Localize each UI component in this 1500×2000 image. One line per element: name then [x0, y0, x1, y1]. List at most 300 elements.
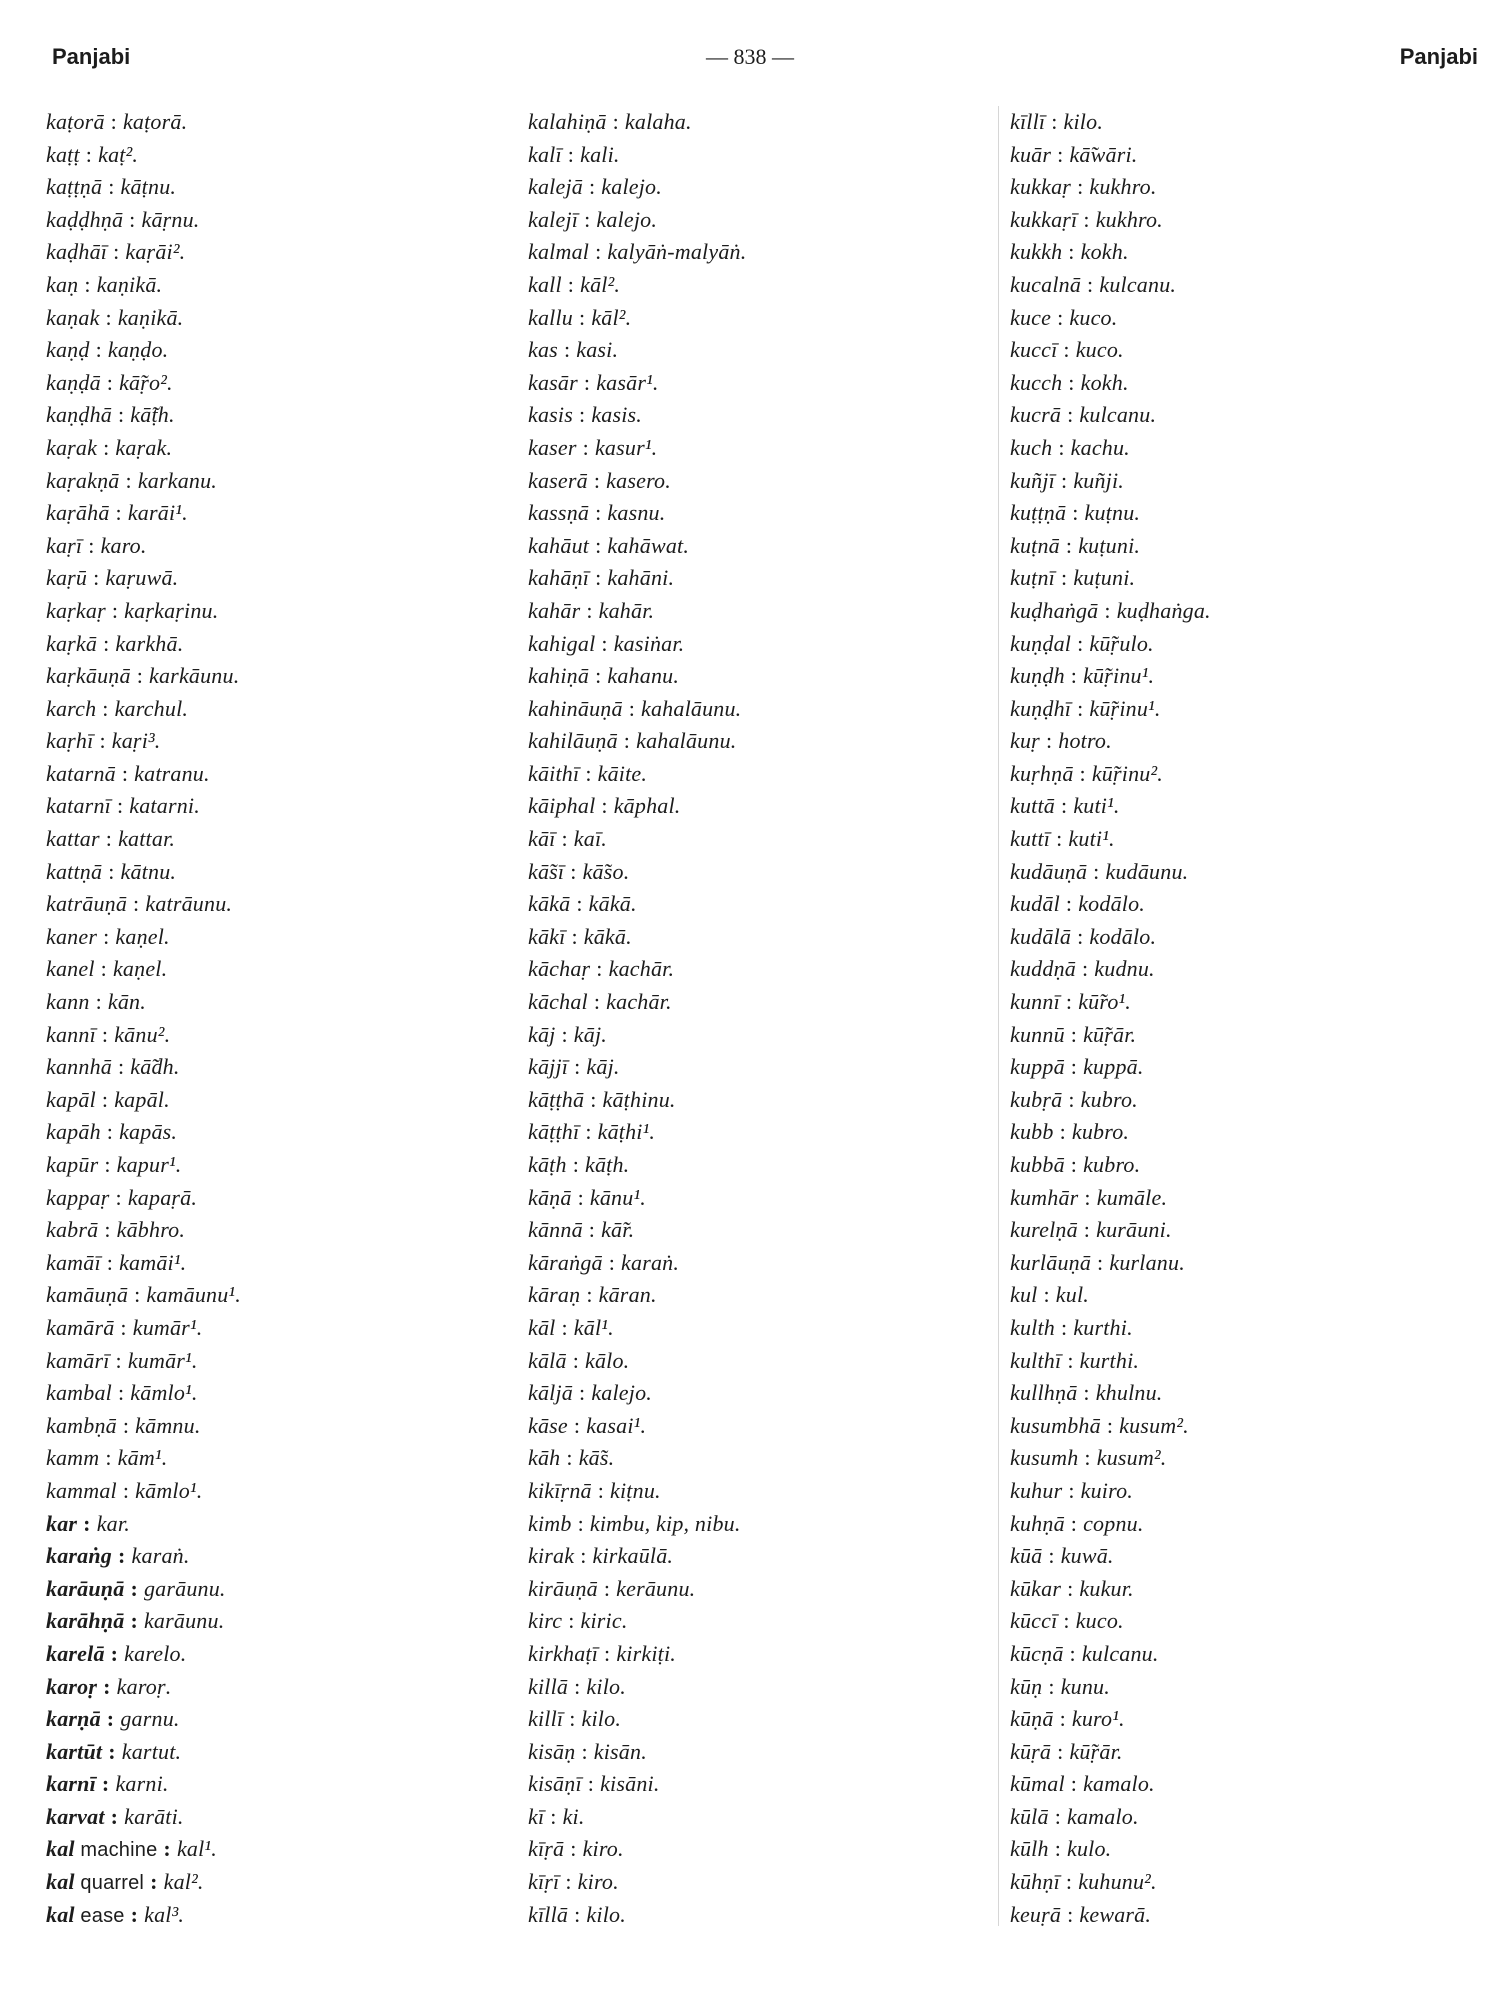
separator: :: [1048, 1673, 1055, 1699]
headword: kambal: [46, 1380, 112, 1406]
nepali-equivalent: kurlanu.: [1109, 1249, 1185, 1275]
dictionary-entry: [528, 1442, 988, 1475]
headword: kūhṇī: [1010, 1869, 1060, 1895]
nepali-equivalent: kapāl.: [114, 1086, 170, 1112]
headword: kucalnā: [1010, 271, 1082, 297]
nepali-equivalent: kumār¹.: [127, 1347, 198, 1373]
separator: :: [580, 1543, 587, 1569]
nepali-equivalent: kahalāunu.: [641, 695, 742, 721]
nepali-equivalent: kuṭuni.: [1078, 532, 1141, 558]
nepali-equivalent: kilo.: [586, 1901, 626, 1927]
headword: kaḍḍhṇā: [46, 206, 124, 232]
separator: :: [105, 304, 112, 330]
dictionary-entry: [1010, 595, 1480, 628]
separator: :: [595, 532, 602, 558]
headword: kal: [46, 1901, 75, 1927]
dictionary-entry: [528, 106, 988, 139]
separator: :: [604, 1640, 611, 1666]
nepali-equivalent: kū̃ṛār.: [1083, 1021, 1137, 1047]
separator: :: [593, 467, 601, 493]
separator: :: [588, 174, 596, 200]
headword: kaserā: [528, 467, 588, 493]
nepali-equivalent: kamāi¹.: [119, 1249, 187, 1275]
dictionary-entry: [1010, 562, 1480, 595]
headword: kukkaṛī: [1010, 206, 1078, 232]
headword: killā: [528, 1673, 569, 1699]
headword: kāchaṛ: [528, 956, 591, 982]
dictionary-entry: [46, 1279, 516, 1312]
dictionary-entry: [528, 790, 988, 823]
separator: :: [95, 989, 102, 1015]
headword: karāhṇā: [46, 1608, 125, 1634]
nepali-equivalent: kānu².: [114, 1021, 171, 1047]
headword: karelā: [46, 1640, 105, 1666]
headword: karaṅg: [46, 1543, 112, 1569]
dictionary-entry: [1010, 1475, 1480, 1508]
headword: kalmal: [528, 239, 590, 265]
nepali-equivalent: karāi¹.: [127, 500, 188, 526]
separator: :: [1070, 1054, 1078, 1080]
nepali-equivalent: kukhro.: [1095, 206, 1163, 232]
separator: :: [111, 597, 119, 623]
nepali-equivalent: kuppā.: [1083, 1054, 1144, 1080]
nepali-equivalent: kahār.: [598, 597, 655, 623]
separator: :: [134, 1282, 141, 1308]
nepali-equivalent: kirkaūlā.: [592, 1543, 674, 1569]
separator: :: [573, 1412, 581, 1438]
dictionary-entry: [528, 1638, 988, 1671]
separator: :: [1072, 500, 1079, 526]
nepali-equivalent: copnu.: [1083, 1510, 1144, 1536]
nepali-equivalent: karkhā.: [115, 630, 184, 656]
dictionary-entry: [528, 660, 988, 693]
separator: :: [1045, 728, 1053, 754]
dictionary-entry: [1010, 1801, 1480, 1834]
headword: kūkar: [1010, 1575, 1062, 1601]
headword: kaṛak: [46, 434, 98, 460]
headword: kusumh: [1010, 1445, 1079, 1471]
headword: kahināuṇā: [528, 695, 623, 721]
nepali-equivalent: kodālo.: [1078, 891, 1145, 917]
headword: kāse: [528, 1412, 568, 1438]
nepali-equivalent: kaṛkaṛinu.: [124, 597, 219, 623]
nepali-equivalent: kāṭhinu.: [602, 1086, 676, 1112]
separator: :: [1067, 1347, 1074, 1373]
dictionary-entry: [46, 530, 516, 563]
dictionary-entry: [46, 171, 516, 204]
dictionary-entry: [528, 269, 988, 302]
separator: :: [115, 1184, 122, 1210]
dictionary-entry: [1010, 1736, 1480, 1769]
separator: :: [593, 989, 601, 1015]
nepali-equivalent: kattar.: [118, 826, 176, 852]
dictionary-entry: [1010, 1442, 1480, 1475]
separator: :: [1069, 1640, 1076, 1666]
separator: :: [117, 1380, 125, 1406]
dictionary-entry: [46, 1833, 516, 1866]
headword: kurlāuṇā: [1010, 1249, 1092, 1275]
headword: kākā: [528, 891, 571, 917]
headword: kann: [46, 989, 90, 1015]
nepali-equivalent: kasur¹.: [594, 434, 658, 460]
separator: :: [577, 1510, 584, 1536]
dictionary-entry: [46, 1638, 516, 1671]
headword: kālā: [528, 1347, 567, 1373]
separator: :: [104, 1152, 111, 1177]
nepali-equivalent: kisāni.: [600, 1771, 660, 1797]
nepali-equivalent: kasār¹.: [596, 369, 659, 395]
separator: :: [1083, 1217, 1091, 1243]
nepali-equivalent: kā̃so.: [582, 858, 630, 884]
headword: kīllī: [1010, 109, 1046, 134]
separator: :: [595, 239, 602, 265]
separator: :: [1067, 402, 1074, 428]
dictionary-entry: [528, 595, 988, 628]
nepali-equivalent: kuro¹.: [1071, 1706, 1125, 1732]
separator: :: [1043, 1282, 1050, 1308]
nepali-equivalent: kar.: [96, 1510, 130, 1536]
separator: :: [130, 1901, 139, 1927]
headword: kannī: [46, 1021, 96, 1047]
dictionary-entry: [46, 302, 516, 335]
dictionary-entry: [528, 1475, 988, 1508]
dictionary-entry: [1010, 921, 1480, 954]
headword: kuḍhaṅgā: [1010, 597, 1099, 623]
dictionary-entry: [1010, 660, 1480, 693]
nepali-equivalent: kū̃ṛinu¹.: [1089, 695, 1161, 721]
headword: kāraṅgā: [528, 1249, 603, 1275]
separator: :: [101, 1771, 110, 1797]
nepali-equivalent: karchul.: [114, 695, 189, 721]
headword: kamāī: [46, 1249, 101, 1275]
headword: kuddṇā: [1010, 956, 1076, 982]
headword: kāh: [528, 1445, 561, 1471]
nepali-equivalent: kuhunu².: [1078, 1869, 1157, 1895]
headword: kapūr: [46, 1152, 99, 1177]
dictionary-entry: [46, 986, 516, 1019]
dictionary-entry: [46, 1410, 516, 1443]
nepali-equivalent: kukur.: [1079, 1575, 1134, 1601]
dictionary-entry: [528, 1540, 988, 1573]
nepali-equivalent: kiric.: [580, 1608, 628, 1634]
nepali-equivalent: kaṛi³.: [111, 728, 161, 754]
headword: kukkaṛ: [1010, 174, 1072, 200]
headword: kaṛī: [46, 532, 83, 558]
nepali-equivalent: kāphal.: [613, 793, 681, 819]
separator: :: [1070, 663, 1078, 689]
headword: kubbā: [1010, 1152, 1065, 1177]
headword: kapāh: [46, 1119, 101, 1145]
dictionary-entry: [1010, 1345, 1480, 1378]
nepali-equivalent: kokh.: [1080, 369, 1129, 395]
dictionary-entry: [528, 432, 988, 465]
separator: :: [104, 1217, 111, 1243]
separator: :: [103, 434, 110, 460]
dictionary-entry: [528, 986, 988, 1019]
headword: kullhṇā: [1010, 1380, 1078, 1406]
separator: :: [1048, 1543, 1055, 1569]
nepali-equivalent: kiro.: [582, 1836, 624, 1862]
headword: kaṭṭ: [46, 141, 80, 167]
separator: :: [1087, 271, 1094, 297]
dictionary-entry: [528, 1736, 988, 1769]
dictionary-entry: [1010, 693, 1480, 726]
headword: kīllā: [528, 1901, 569, 1927]
headword: kaṭṭṇā: [46, 174, 103, 200]
separator: :: [1083, 1380, 1090, 1406]
dictionary-entry: [46, 725, 516, 758]
separator: :: [1077, 695, 1084, 721]
separator: :: [108, 858, 115, 884]
separator: :: [1063, 1608, 1070, 1634]
separator: :: [106, 1119, 114, 1145]
dictionary-entry: [46, 497, 516, 530]
headword: kabrā: [46, 1217, 99, 1243]
dictionary-entry: [1010, 1540, 1480, 1573]
dictionary-entry: [1010, 1638, 1480, 1671]
dictionary-entry: [46, 921, 516, 954]
separator: :: [118, 1543, 126, 1569]
headword: kaṛāhā: [46, 500, 110, 526]
dictionary-entry: [528, 953, 988, 986]
headword: kirāuṇā: [528, 1575, 598, 1601]
nepali-equivalent: kā̃ṭh.: [130, 402, 175, 428]
separator: :: [105, 826, 113, 852]
nepali-equivalent: kā̃dh.: [130, 1054, 180, 1080]
dictionary-entry: [46, 1442, 516, 1475]
separator: :: [83, 1510, 91, 1536]
separator: :: [567, 271, 575, 297]
headword: kamm: [46, 1445, 100, 1471]
dictionary-entry: [528, 562, 988, 595]
dictionary-entry: [528, 1084, 988, 1117]
dictionary-entry: [528, 628, 988, 661]
nepali-equivalent: kurthi.: [1073, 1314, 1133, 1340]
dictionary-entry: [46, 1703, 516, 1736]
headword: kuṇḍhī: [1010, 695, 1072, 721]
nepali-equivalent: kāj.: [573, 1021, 607, 1047]
headword: kannhā: [46, 1054, 112, 1080]
headword: keuṛā: [1010, 1901, 1062, 1927]
separator: :: [133, 891, 140, 917]
headword: kambṇā: [46, 1412, 117, 1438]
nepali-equivalent: kasiṅar.: [613, 630, 685, 656]
dictionary-entry: [528, 530, 988, 563]
nepali-equivalent: kātnu.: [120, 858, 177, 884]
dictionary-entry: [1010, 1149, 1480, 1182]
dictionary-entry: [528, 1247, 988, 1280]
dictionary-entry: [46, 367, 516, 400]
dictionary-entry: [46, 1671, 516, 1704]
headword: kaṛkaṛ: [46, 597, 106, 623]
nepali-equivalent: kachu.: [1070, 434, 1130, 460]
separator: :: [623, 728, 631, 754]
headword: kahāut: [528, 532, 590, 558]
nepali-equivalent: kodālo.: [1089, 923, 1157, 949]
dictionary-entry: [528, 1214, 988, 1247]
separator: :: [603, 1575, 611, 1601]
separator: :: [586, 597, 593, 623]
dictionary-entry: [46, 1508, 516, 1541]
separator: :: [587, 1771, 595, 1797]
separator: :: [1061, 565, 1068, 591]
nepali-equivalent: kā̃wāri.: [1069, 141, 1138, 167]
separator: :: [105, 1445, 112, 1471]
dictionary-entry: [1010, 1051, 1480, 1084]
separator: :: [1070, 1510, 1078, 1536]
nepali-equivalent: karelo.: [124, 1640, 187, 1666]
separator: :: [1057, 141, 1064, 167]
nepali-equivalent: kahāni.: [607, 565, 675, 591]
separator: :: [572, 1152, 579, 1177]
separator: :: [1065, 1869, 1073, 1895]
separator: :: [574, 1054, 581, 1080]
headword: kahār: [528, 597, 581, 623]
headword: kattṇā: [46, 858, 103, 884]
dictionary-entry: [528, 1671, 988, 1704]
dictionary-entry: [46, 269, 516, 302]
dictionary-entry: [528, 1019, 988, 1052]
headword: karoṛ: [46, 1673, 98, 1699]
separator: :: [588, 1217, 596, 1243]
dictionary-entry: [1010, 953, 1480, 986]
separator: :: [88, 532, 95, 558]
headword: kūṛā: [1010, 1738, 1052, 1764]
dictionary-entry: [528, 1833, 988, 1866]
nepali-equivalent: karāti.: [124, 1803, 184, 1829]
headword: kuñjī: [1010, 467, 1055, 493]
nepali-equivalent: kubro.: [1080, 1086, 1138, 1112]
separator: :: [1054, 1836, 1061, 1862]
dictionary-entry: [1010, 888, 1480, 921]
headword: kāṭṭhī: [528, 1119, 580, 1145]
nepali-equivalent: kilo.: [586, 1673, 626, 1699]
dictionary-entry: [528, 823, 988, 856]
dictionary-entry: [46, 1116, 516, 1149]
headword: kahilāuṇā: [528, 728, 618, 754]
nepali-equivalent: kubro.: [1083, 1152, 1141, 1177]
separator: :: [103, 1673, 111, 1699]
headword: kaṇ: [46, 271, 79, 297]
nepali-equivalent: kunu.: [1060, 1673, 1110, 1699]
nepali-equivalent: kaṛāi².: [125, 239, 186, 265]
headword: kappaṛ: [46, 1184, 110, 1210]
dictionary-entry: [528, 1703, 988, 1736]
nepali-equivalent: garnu.: [120, 1706, 180, 1732]
dictionary-entry: [46, 1899, 516, 1932]
dictionary-entry: [528, 1573, 988, 1606]
nepali-equivalent: kukhro.: [1089, 174, 1157, 200]
nepali-equivalent: kū̃ṛulo.: [1089, 630, 1154, 656]
separator: :: [101, 1021, 109, 1047]
nepali-equivalent: kuwā.: [1060, 1543, 1114, 1569]
headword: kā̃sī: [528, 858, 565, 884]
dictionary-entry: [528, 367, 988, 400]
dictionary-entry: [1010, 1182, 1480, 1215]
dictionary-entry: [1010, 1247, 1480, 1280]
nepali-equivalent: kalejo.: [591, 1380, 652, 1406]
separator: :: [1058, 434, 1065, 460]
separator: :: [1077, 923, 1084, 949]
dictionary-entry: [46, 1214, 516, 1247]
dictionary-entry: [1010, 367, 1480, 400]
separator: :: [110, 1640, 119, 1666]
headword: kūlā: [1010, 1803, 1049, 1829]
headword: kī: [528, 1803, 545, 1829]
separator: :: [110, 1803, 119, 1829]
nepali-equivalent: kusum².: [1119, 1412, 1189, 1438]
dictionary-entry: [528, 1899, 988, 1932]
nepali-equivalent: kāl².: [580, 271, 621, 297]
nepali-equivalent: kāmlo¹.: [135, 1477, 203, 1503]
headword: kāithī: [528, 760, 580, 786]
separator: :: [585, 760, 592, 786]
separator: :: [597, 1477, 605, 1503]
dictionary-entry: [528, 1116, 988, 1149]
separator: :: [579, 304, 586, 330]
dictionary-entry: [528, 1768, 988, 1801]
nepali-equivalent: kal².: [163, 1869, 204, 1895]
nepali-equivalent: garāunu.: [143, 1575, 226, 1601]
nepali-equivalent: kū̃ṛār.: [1069, 1738, 1123, 1764]
nepali-equivalent: karo.: [100, 532, 147, 558]
dictionary-entry: [528, 1149, 988, 1182]
dictionary-column-3: [1010, 106, 1480, 1931]
headword: kasis: [528, 402, 573, 428]
nepali-equivalent: kuḍhaṅga.: [1116, 597, 1211, 623]
separator: :: [1054, 1803, 1061, 1829]
headword: kākī: [528, 923, 566, 949]
headword: kuttī: [1010, 826, 1051, 852]
nepali-equivalent: kirkiṭi.: [616, 1640, 676, 1666]
nepali-equivalent: khulnu.: [1095, 1380, 1163, 1406]
nepali-equivalent: kasis.: [591, 402, 643, 428]
dictionary-entry: [1010, 432, 1480, 465]
separator: :: [1067, 1575, 1074, 1601]
dictionary-entry: [46, 399, 516, 432]
separator: :: [1059, 1119, 1066, 1145]
dictionary-entry: [528, 204, 988, 237]
dictionary-entry: [46, 432, 516, 465]
headword: kuch: [1010, 434, 1053, 460]
dictionary-entry: [1010, 628, 1480, 661]
nepali-equivalent: kāmlo¹.: [130, 1380, 198, 1406]
headword: kāī: [528, 826, 556, 852]
separator: :: [550, 1803, 557, 1829]
separator: :: [1079, 760, 1086, 786]
separator: :: [129, 206, 136, 232]
dictionary-entry: [46, 856, 516, 889]
headword: kunnī: [1010, 989, 1060, 1015]
headword: kal: [46, 1869, 75, 1895]
dictionary-entry: [1010, 856, 1480, 889]
nepali-equivalent: kuco.: [1069, 304, 1118, 330]
separator: :: [122, 1477, 130, 1503]
header-language-left: Panjabi: [52, 44, 131, 69]
nepali-equivalent: kulcanu.: [1081, 1640, 1159, 1666]
gloss: quarrel: [80, 1872, 145, 1895]
nepali-equivalent: kulcanu.: [1099, 271, 1177, 297]
headword: kaṭorā: [46, 109, 105, 134]
separator: :: [106, 1706, 115, 1732]
dictionary-entry: [528, 856, 988, 889]
nepali-equivalent: kudnu.: [1094, 956, 1155, 982]
separator: :: [586, 1282, 593, 1308]
headword: kuppā: [1010, 1054, 1065, 1080]
headword: kanel: [46, 956, 95, 982]
headword: kāiphal: [528, 793, 596, 819]
dictionary-entry: [1010, 1671, 1480, 1704]
